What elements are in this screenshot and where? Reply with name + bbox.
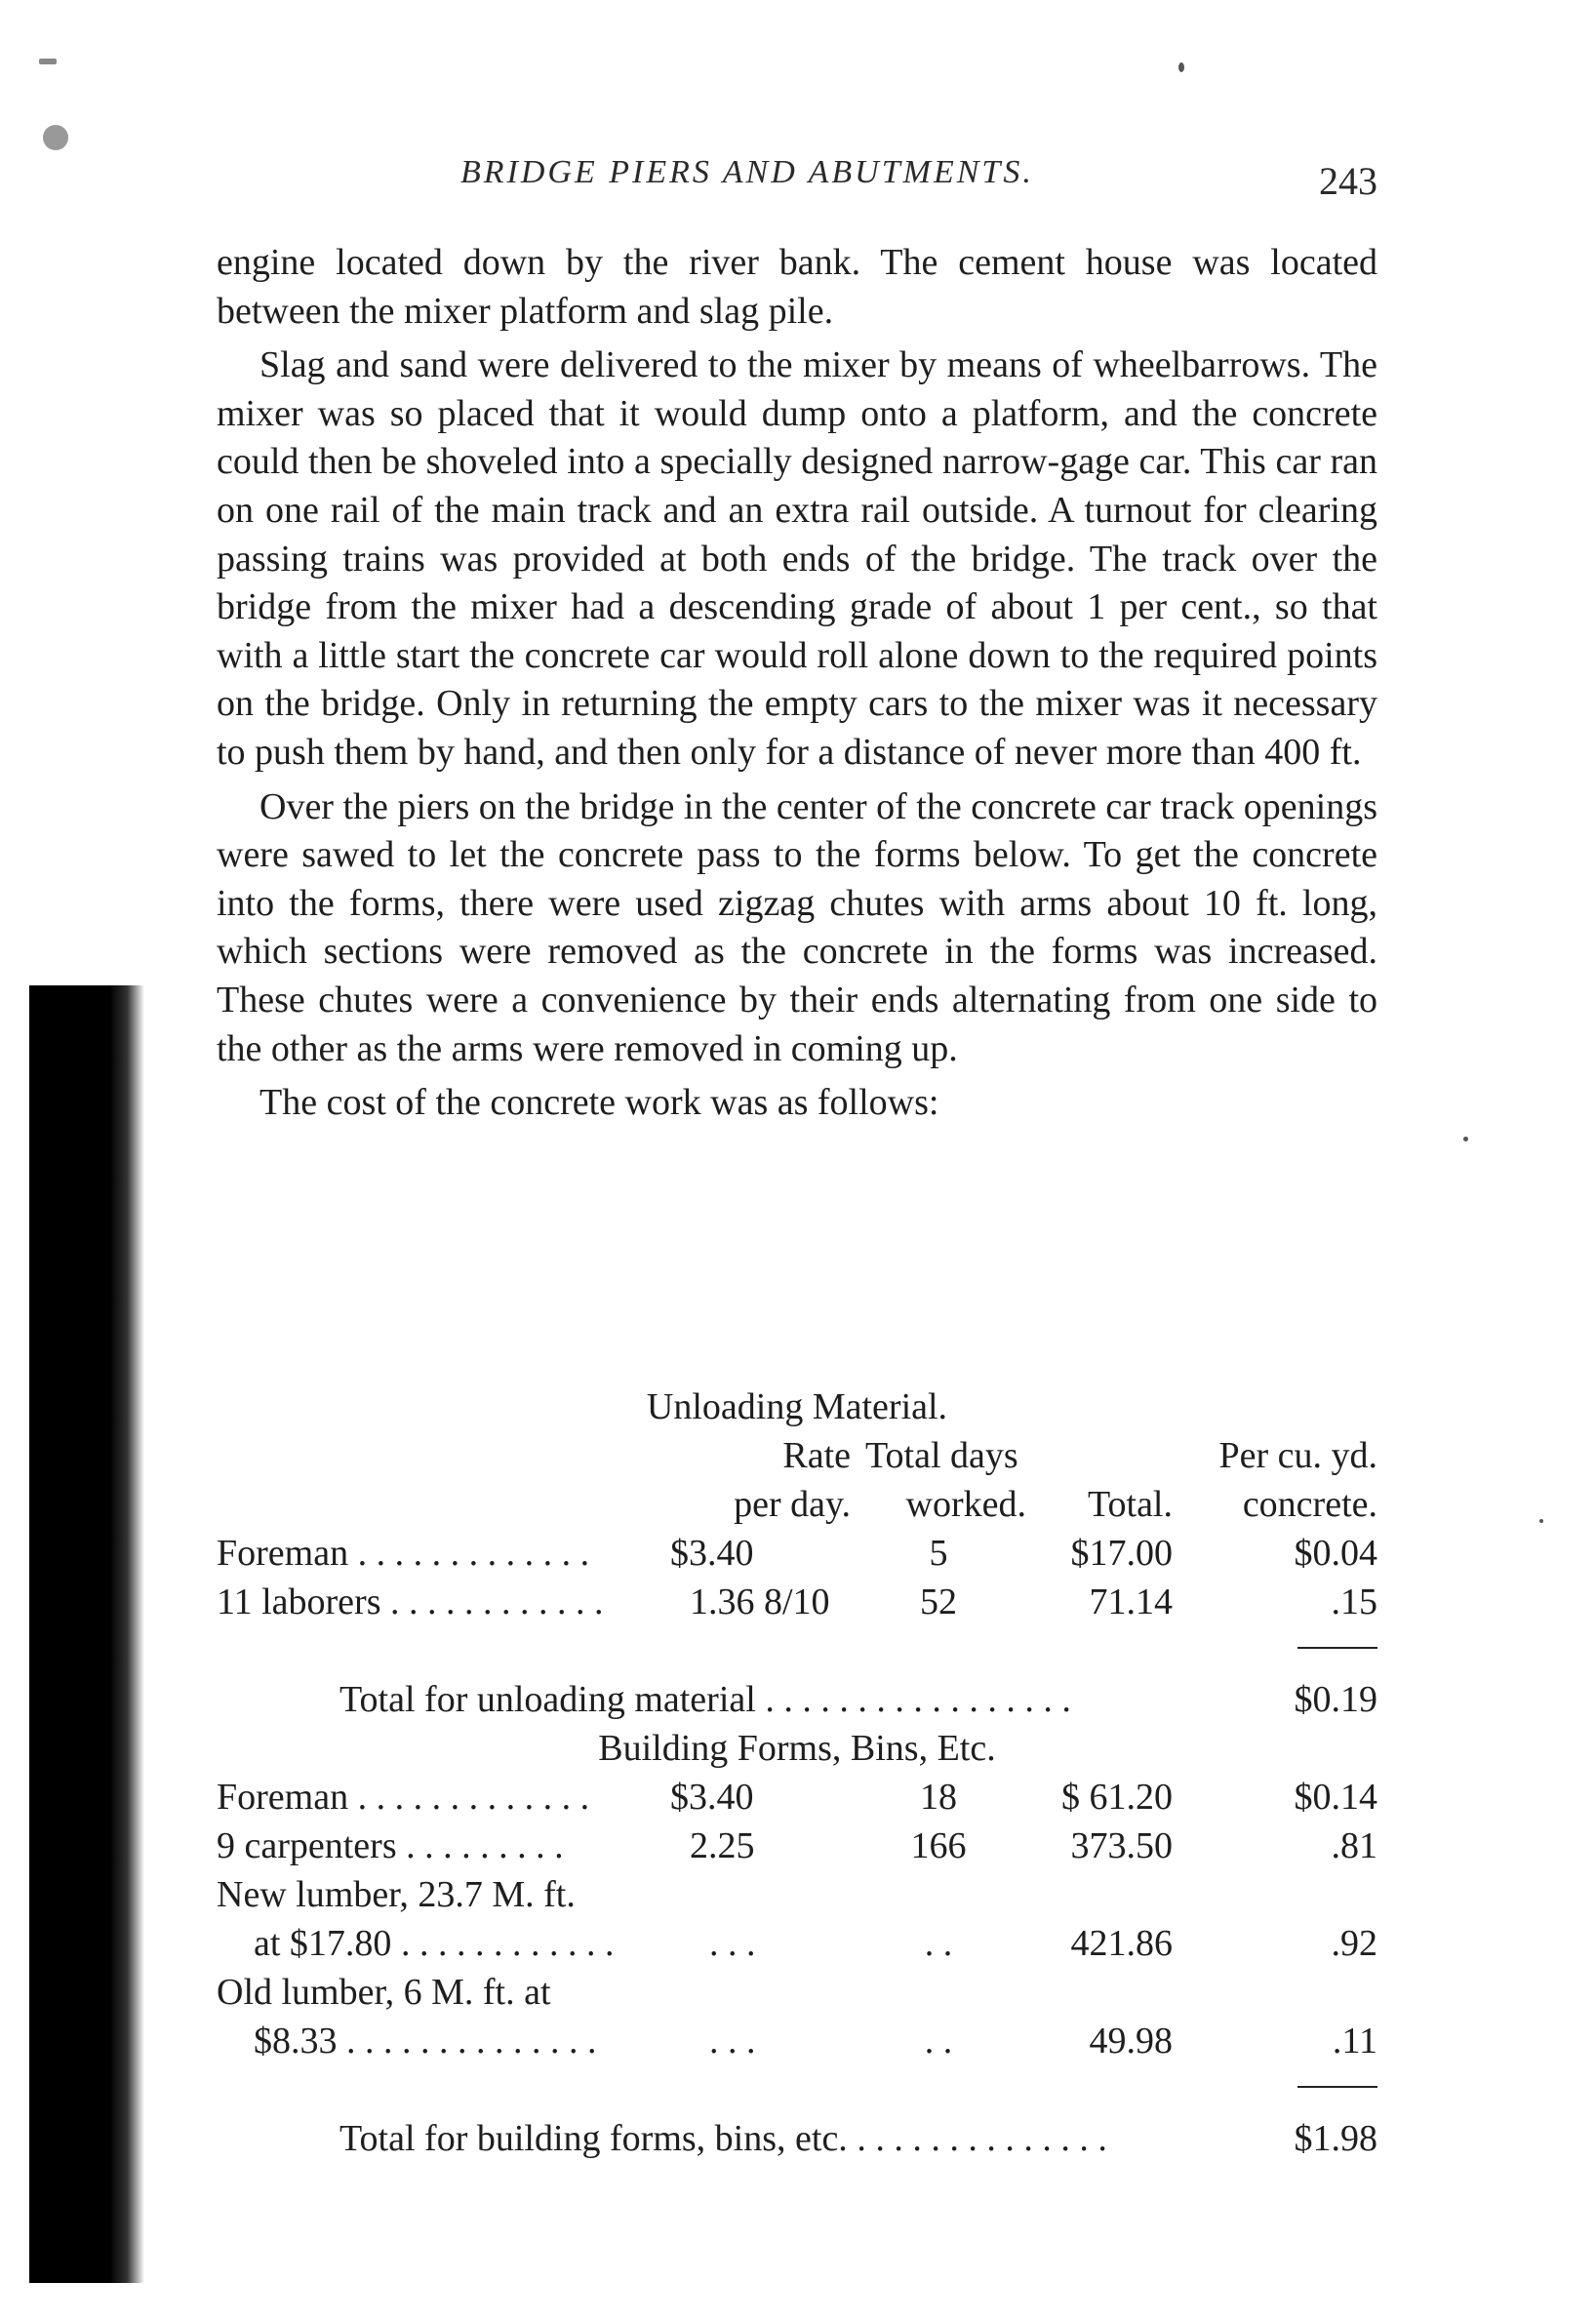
page-speck <box>43 125 68 150</box>
total-value: 71.14 <box>1089 1581 1173 1622</box>
table-row <box>217 1971 1377 2018</box>
paragraph-continued: engine located down by the river bank. The cement house was located between the mixer platform and slag pile. <box>217 242 1377 332</box>
header-row <box>217 1483 1377 1530</box>
table-row <box>217 1873 1377 1920</box>
page-number: 243 <box>1319 159 1377 203</box>
days-value: 18 <box>920 1777 957 1818</box>
per-cu-yd-value: .92 <box>1331 1923 1377 1964</box>
header-row <box>217 1434 1377 1481</box>
item-label: $8.33 . . . . . . . . . . . . . . <box>254 2021 597 2062</box>
total-header: Total. <box>1087 1484 1173 1525</box>
page-speck <box>1463 1137 1468 1141</box>
table-row <box>217 2020 1377 2066</box>
total-value: $0.19 <box>1294 1679 1377 1720</box>
days-value: . . <box>924 1923 953 1964</box>
total-row <box>217 1678 1377 1725</box>
rate-value: $3.40 <box>670 1777 754 1818</box>
page-speck <box>1178 62 1184 72</box>
rate-value: $3.40 <box>670 1533 754 1574</box>
total-value: $1.98 <box>1294 2118 1377 2159</box>
rate-value: . . . <box>709 2021 756 2062</box>
running-title: BRIDGE PIERS AND ABUTMENTS. <box>460 154 1034 190</box>
table-row <box>217 1581 1377 1627</box>
item-label: 9 carpenters . . . . . . . . . <box>217 1825 564 1866</box>
total-label: Total for unloading material . . . . . . . . . . . . . . . . . <box>339 1679 1071 1720</box>
section-title: Building Forms, Bins, Etc. <box>598 1728 996 1769</box>
page-speck <box>1539 1519 1543 1523</box>
days-value: 52 <box>920 1581 957 1622</box>
days-header: Total days <box>865 1435 1018 1476</box>
total-value: $ 61.20 <box>1061 1777 1173 1818</box>
item-label: Foreman . . . . . . . . . . . . . <box>217 1533 590 1574</box>
item-label: New lumber, 23.7 M. ft. <box>217 1874 576 1915</box>
item-label: at $17.80 . . . . . . . . . . . . <box>254 1923 615 1964</box>
per-cu-yd-value: $0.14 <box>1294 1777 1377 1818</box>
rate-value: . . . <box>709 1923 756 1964</box>
per-cu-yd-value: .15 <box>1331 1581 1377 1622</box>
section-title-row <box>217 1727 1377 1774</box>
page-speck <box>39 59 57 64</box>
rate-header: Rate <box>782 1435 851 1476</box>
rate-value: 2.25 <box>690 1825 755 1866</box>
rate-value: 1.36 8/10 <box>690 1581 830 1622</box>
item-label: Old lumber, 6 M. ft. at <box>217 1972 551 2013</box>
section-title-row <box>217 1385 1377 1432</box>
body-text <box>217 239 1377 1128</box>
total-value: 373.50 <box>1070 1825 1173 1866</box>
days-value: 166 <box>910 1825 967 1866</box>
subtotal-rule <box>1297 1647 1377 1649</box>
days-value: . . <box>924 2021 953 2062</box>
table-row <box>217 1532 1377 1579</box>
per-cu-yd-header: concrete. <box>1242 1484 1377 1525</box>
paragraph: The cost of the concrete work was as follows: <box>259 1082 939 1124</box>
total-value: 421.86 <box>1070 1923 1173 1964</box>
per-cu-yd-value: .11 <box>1332 2021 1377 2062</box>
table-row <box>217 1776 1377 1822</box>
total-value: 49.98 <box>1089 2021 1173 2062</box>
days-header: worked. <box>905 1484 1026 1525</box>
book-spine-shadow <box>29 985 144 2283</box>
rate-header: per day. <box>734 1484 851 1525</box>
subtotal-rule <box>1297 2086 1377 2088</box>
per-cu-yd-header: Per cu. yd. <box>1218 1435 1377 1476</box>
section-title: Unloading Material. <box>646 1386 948 1427</box>
paragraph: Over the piers on the bridge in the center of the concrete car track openings were sawed to let the concrete pass to the forms below. To get the concrete into the forms, there were used zigzag chutes with arms about 10 ft. long, which sections were removed as the concrete in the forms was increased. These chutes were a convenience by their ends alternating from one side to the other as the arms were removed in coming up. <box>217 785 1377 1069</box>
per-cu-yd-value: $0.04 <box>1294 1533 1377 1574</box>
days-value: 5 <box>929 1533 948 1574</box>
total-label: Total for building forms, bins, etc. . . . . . . . . . . . . . . <box>339 2118 1107 2159</box>
total-value: $17.00 <box>1070 1533 1173 1574</box>
paragraph: Slag and sand were delivered to the mixer by means of wheelbarrows. The mixer was so placed that it would dump onto a platform, and the concrete could then be shoveled into a specially designed narrow-gage car. This car ran on one rail of the main track and an extra rail outside. A turnout for clearing passing trains was provided at both ends of the bridge. The track over the bridge from the mixer had a descending grade of about 1 per cent., so that with a little start the concrete car would roll alone down to the required points on the bridge. Only in returning the empty cars to the mixer was it necessary to push them by hand, and then only for a distance of never more than 400 ft. <box>217 344 1377 773</box>
item-label: Foreman . . . . . . . . . . . . . <box>217 1777 590 1818</box>
per-cu-yd-value: .81 <box>1331 1825 1377 1866</box>
total-row <box>217 2117 1377 2164</box>
table-row <box>217 1824 1377 1871</box>
table-row <box>217 1922 1377 1969</box>
item-label: 11 laborers . . . . . . . . . . . . <box>217 1581 604 1622</box>
